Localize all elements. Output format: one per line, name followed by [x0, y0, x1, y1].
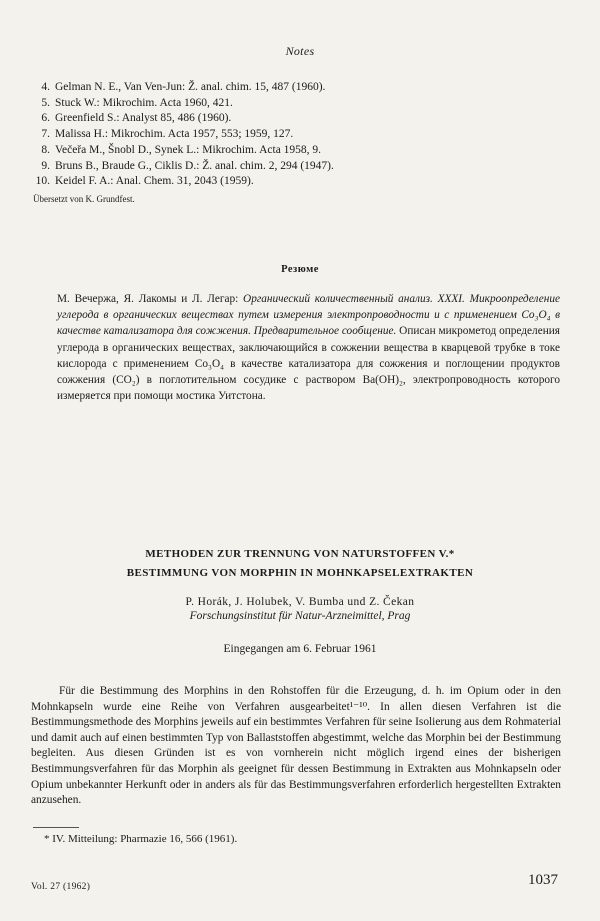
reference-text: Malissa H.: Mikrochim. Acta 1957, 553; 1959, 127. [55, 128, 294, 141]
article-body [31, 684, 561, 809]
reference-item [30, 159, 570, 175]
article-header [0, 545, 600, 655]
reference-text: Greenfield S.: Analyst 85, 486 (1960). [55, 112, 232, 125]
footnote: * IV. Mitteilung: Pharmazie 16, 566 (1961). [44, 833, 238, 845]
article-title-line-2: BESTIMMUNG VON MORPHIN IN MOHNKAPSELEXTRAKTEN [126, 567, 474, 579]
article-title-line-1: METHODEN ZUR TRENNUNG VON NATURSTOFFEN V.* [145, 548, 455, 560]
resume-heading: Резюме [281, 264, 319, 275]
article-received-date: Eingegangen am 6. Februar 1961 [223, 643, 377, 655]
resume-title-italic: Органический количественный анализ. XXXI. Микроопределение углерода в органических веществах путем измерения электропроводности и с применением Co₃O₄ в качестве катализатора для сожжения. Предварительное сообщение. [57, 293, 561, 338]
resume-authors: М. Вечержа, Я. Лакомы и Л. Легар: [57, 293, 239, 305]
reference-number: 4. [41, 81, 50, 93]
reference-item [30, 80, 570, 96]
reference-text: Bruns B., Braude G., Ciklis D.: Ž. anal. chim. 2, 294 (1947). [55, 159, 334, 172]
reference-number: 6. [41, 112, 50, 125]
resume-abstract [57, 291, 560, 404]
reference-number: 7. [41, 128, 50, 141]
article-institute: Forschungsinstitut für Natur-Arzneimittel, Prag [189, 610, 411, 622]
reference-number: 5. [41, 96, 50, 109]
reference-item [30, 96, 570, 112]
reference-text: Stuck W.: Mikrochim. Acta 1960, 421. [55, 96, 233, 109]
reference-item [30, 111, 570, 127]
reference-number: 8. [41, 143, 50, 156]
resume-paragraph [57, 291, 560, 404]
footnote-divider [33, 827, 79, 828]
page-number: 1037 [528, 872, 558, 888]
reference-text: Večeřa M., Šnobl D., Synek L.: Mikrochim. Acta 1958, 9. [55, 143, 322, 156]
reference-number: 9. [41, 159, 50, 172]
running-head: Notes [285, 44, 315, 58]
reference-number: 10. [35, 175, 50, 188]
article-paragraph: Für die Bestimmung des Morphins in den Rohstoffen für die Erzeugung, d. h. im Opium oder in den Mohnkapseln wurde eine Reihe von Verfahren ausgearbeitet¹⁻¹⁰. In allen diesen Verfahren ist die Bestimmungsmethode des Morphins jeweils auf ein bestimmtes Verfahren für seine Isolierung aus dem Rohmaterial und damit auch auf einen bestimmten Typ von Ballaststoffen abgestimmt, welche das Morphin bei der Bestimmung begleiten. Aus diesen Gründen ist es von vornherein nicht möglich irgend eines der bisherigen Bestimmungsverfahren für das Morphin als geeignet für dessen Bestimmung in Extrakten aus Mohnkapseln oder Opium unbekannter Herkunft oder in anders als für das Bestimmungsverfahren erforderlich hergestellten Extrakten anzusehen. [31, 685, 561, 807]
reference-text: Keidel F. A.: Anal. Chem. 31, 2043 (1959). [55, 175, 254, 188]
volume-info: Vol. 27 (1962) [31, 882, 91, 892]
reference-text: Gelman N. E., Van Ven-Jun: Ž. anal. chim. 15, 487 (1960). [55, 81, 326, 93]
resume-body: Описан микрометод определения углерода в органических веществах, заключающийся в сожжении вещества в кварцевой трубке в токе кислорода с применением Co₃O₄ в качестве катализатора для сожжения и поглощении продуктов сожжения (CO₂) в поглотительном сосудике с раствором Ba(OH)₂, электропроводность которого измеряется при помощи мостика Уитстона. [57, 325, 560, 403]
reference-item [30, 127, 570, 143]
translator-note: Übersetzt von K. Grundfest. [33, 194, 135, 204]
article-authors: P. Horák, J. Holubek, V. Bumba und Z. Čekan [185, 596, 415, 608]
reference-list [30, 80, 570, 190]
reference-item [30, 143, 570, 159]
reference-item [30, 174, 570, 190]
